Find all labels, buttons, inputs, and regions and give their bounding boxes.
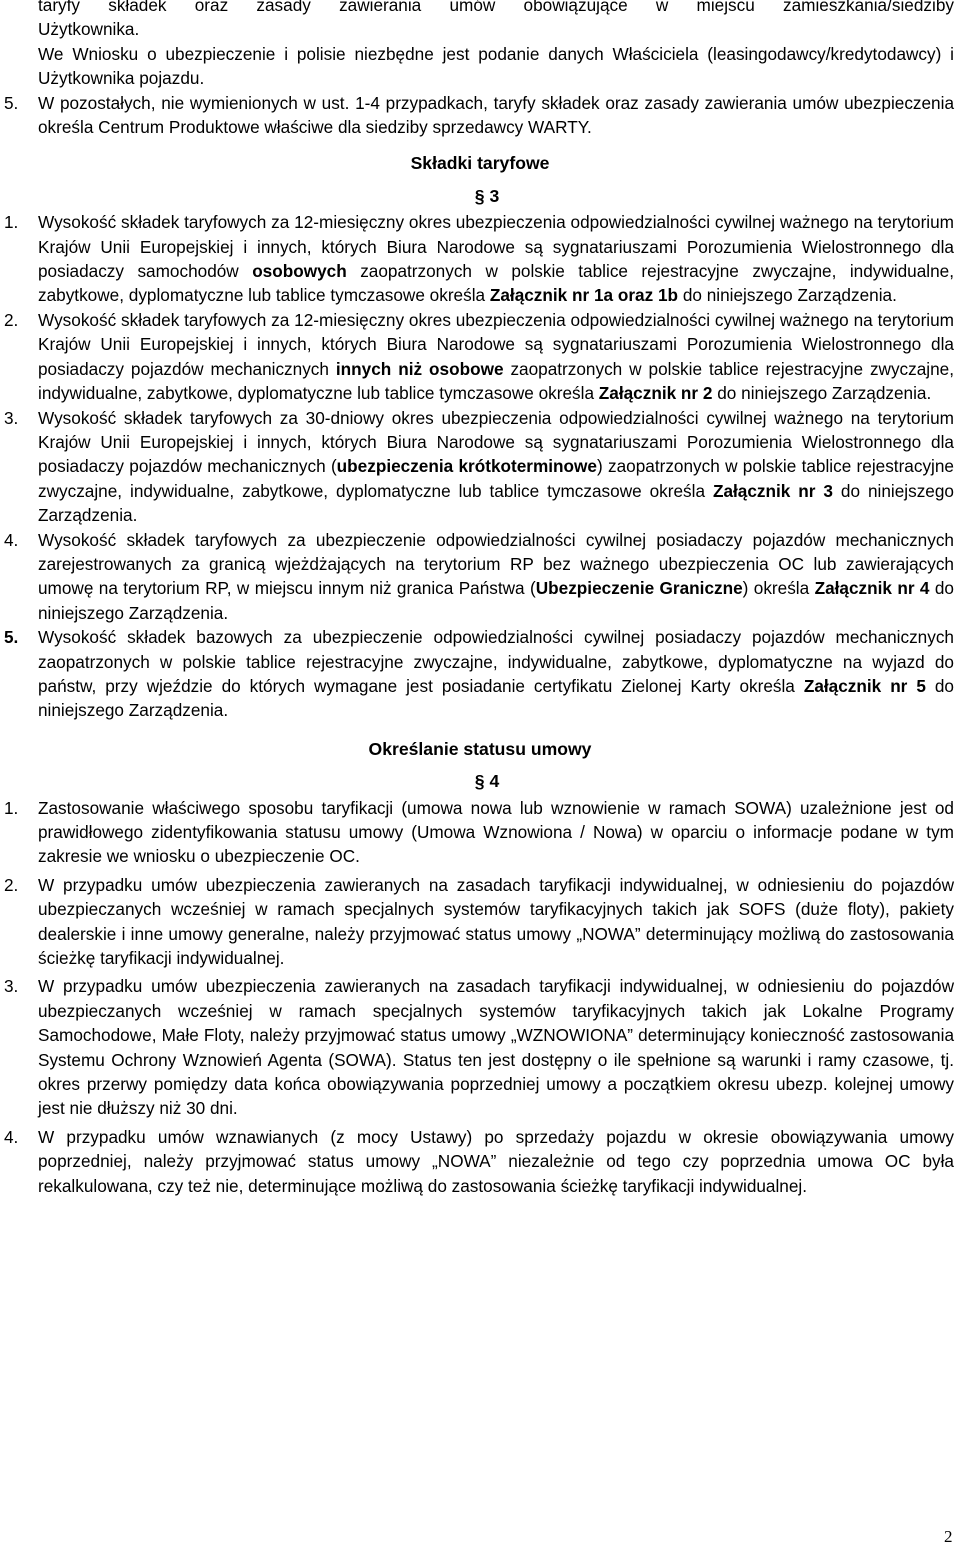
item-text: do niniejszego Zarządzenia. — [678, 285, 897, 306]
section-heading: Określanie statusu umowy — [368, 738, 592, 759]
item-number: 3. — [4, 976, 19, 997]
list-item — [0, 308, 960, 406]
item-text: do niniejszego Zarządzenia. — [38, 675, 954, 721]
item-bold: Załącznik nr 4 — [814, 578, 930, 599]
list-item — [0, 1125, 960, 1198]
item-bold: innych niż osobowe — [335, 358, 504, 379]
item-number: 4. — [4, 1126, 19, 1147]
list-item — [0, 406, 960, 528]
item-number: 3. — [4, 407, 19, 428]
item-text: zaopatrzonych w polskie tablice rejestracyjne zwyczajne, indywidualne, zabytkowe, dyplomatyczne lub tablice tymczasowe określa — [38, 358, 955, 404]
item-text: Wysokość składek taryfowych za 30-dniowy okres ubezpieczenia odpowiedzialności cywilnej ważnego na terytorium Krajów Unii Europejskiej i innych, których Biura Narodowe są sygnatariuszami Porozumienia Wielostronnego dla posiadaczy pojazdów mechanicznych ( — [38, 407, 954, 477]
item-text: do niniejszego Zarządzenia. — [38, 578, 954, 623]
item-number: 4. — [4, 529, 19, 550]
item-bold: Załącznik nr 5 — [803, 675, 926, 696]
item-text: Wysokość składek taryfowych za 12-miesięczny okres ubezpieczenia odpowiedzialności cywilnej ważnego na terytorium Krajów Unii Europejskiej i innych, których Biura Narodowe są sygnatariuszami Porozumienia Wielostronnego dla posiadaczy pojazdów mechanicznych — [38, 309, 954, 379]
item-text: ) zaopatrzonych w polskie tablice rejestracyjne zwyczajne, indywidualne, zabytkowe, dyplomatyczne lub tablice tymczasowe określa — [38, 456, 954, 501]
item-text: W przypadku umów ubezpieczenia zawieranych na zasadach taryfikacji indywidualnej, w odniesieniu do pojazdów ubezpieczanych wcześniej w ramach specjalnych systemów taryfikacyjnych takich jak SOFS (duże floty), pakiety dealerskie i inne umowy generalne, należy przyjmować status umowy „NOWA” determinujący możliwą do zastosowania ścieżkę taryfikacji indywidualnej. — [38, 874, 954, 969]
list-item — [0, 974, 960, 1120]
intro-paragraph — [0, 0, 960, 91]
intro-paragraph-2: We Wniosku o ubezpieczenie i polisie niezbędne jest podanie danych Właściciela (leasingodawcy/kredytodawcy) i Użytkownika pojazdu. — [38, 43, 954, 89]
item-bold: Załącznik nr 2 — [598, 383, 713, 404]
list-item — [0, 796, 960, 869]
section-4-list — [0, 796, 960, 1199]
item-number: 5. — [4, 92, 19, 113]
item-number: 5. — [4, 627, 19, 648]
item-text: Wysokość składek bazowych za ubezpieczenie odpowiedzialności cywilnej posiadaczy pojazdów mechanicznych zaopatrzonych w polskie tablice rejestracyjne zwyczajne, indywidualne, zabytkowe, dyplomatyczne na wyjazd do państw, przy wjeździe do których wymagane jest posiadanie certyfikatu Zielonej Karty określa — [38, 627, 954, 696]
item-number: 1. — [4, 212, 19, 233]
item-bold: Ubezpieczenie Graniczne — [535, 578, 743, 599]
section-3-list — [0, 210, 960, 723]
item-bold: osobowych — [252, 261, 347, 282]
section-sign: § 4 — [474, 771, 500, 792]
item-text: do niniejszego Zarządzenia. — [38, 480, 954, 526]
item-text: W przypadku umów wznawianych (z mocy Ustawy) po sprzedaży pojazdu w okresie obowiązywania umowy poprzedniej, należy przyjmować status umowy „NOWA” niezależnie od tego czy poprzednia umowa OC była rekalkulowana, czy też nie, determinujące możliwą do zastosowania ścieżkę taryfikacji indywidualnej. — [38, 1126, 954, 1196]
item-text: ) określa — [742, 578, 815, 599]
intro-line-a: taryfy składek oraz zasady zawierania umów obowiązujące w miejscu zamieszkania/siedziby — [38, 0, 954, 15]
item-text: W pozostałych, nie wymienionych w ust. 1-4 przypadkach, taryfy składek oraz zasady zawierania umów ubezpieczenia określa Centrum Produktowe właściwe dla siedziby sprzedawcy WARTY. — [38, 92, 954, 138]
item-bold: Załącznik nr 1a oraz 1b — [489, 285, 679, 306]
item-number: 2. — [4, 874, 19, 895]
item-number: 1. — [4, 797, 19, 818]
list-item — [0, 528, 960, 626]
list-item — [0, 91, 960, 140]
item-text: W przypadku umów ubezpieczenia zawieranych na zasadach taryfikacji indywidualnej, w odniesieniu do pojazdów ubezpieczanych wcześniej w ramach specjalnych systemów taryfikacyjnych takich jak Lokalne Programy Samochodowe, Małe Floty, należy przyjmować status umowy „WZNOWIONA” determinujący konieczność zastosowania Systemu Ochrony Wznowień Agenta (SOWA). Status ten jest dostępny o ile spełnione są warunki i ramy czasowe, tj. okres przerwy pomiędzy data końca obowiązywania poprzedniej umowy a początkiem okresu ubezp. kolejnej umowy jest nie dłuższy niż 30 dni. — [38, 976, 954, 1119]
page-number: 2 — [944, 1527, 953, 1546]
item-bold: ubezpieczenia krótkoterminowe — [336, 456, 597, 477]
item-text: zaopatrzonych w polskie tablice rejestracyjne zwyczajne, indywidualne, zabytkowe, dyplomatyczne lub tablice tymczasowe określa — [38, 261, 954, 306]
list-item — [0, 210, 960, 308]
list-item — [0, 873, 960, 971]
item-text: Zastosowanie właściwego sposobu taryfikacji (umowa nowa lub wznowienie w ramach SOWA) uzależnione jest od prawidłowego zidentyfikowania statusu umowy (Umowa Wznowiona / Nowa) w oparciu o informacje podane w tym zakresie we wniosku o ubezpieczenie OC. — [38, 797, 954, 867]
item-bold: Załącznik nr 3 — [712, 480, 833, 501]
section-heading: Składki taryfowe — [410, 153, 550, 174]
intro-line-b: Użytkownika. — [38, 19, 140, 40]
item-text: Wysokość składek taryfowych za ubezpieczenie odpowiedzialności cywilnej posiadaczy pojazdów mechanicznych zarejestrowanych za granicą wjeżdżających na terytorium RP bez ważnego ubezpieczenia OC lub zawierających umowę na terytorium RP, w miejscu innym niż granica Państwa ( — [38, 529, 954, 599]
item-text: do niniejszego Zarządzenia. — [712, 383, 932, 404]
item-text: Wysokość składek taryfowych za 12-miesięczny okres ubezpieczenia odpowiedzialności cywilnej ważnego na terytorium Krajów Unii Europejskiej i innych, których Biura Narodowe są sygnatariuszami Porozumienia Wielostronnego dla posiadaczy samochodów — [38, 212, 954, 282]
list-item — [0, 625, 960, 723]
section-sign: § 3 — [474, 185, 500, 206]
item-number: 2. — [4, 309, 19, 330]
